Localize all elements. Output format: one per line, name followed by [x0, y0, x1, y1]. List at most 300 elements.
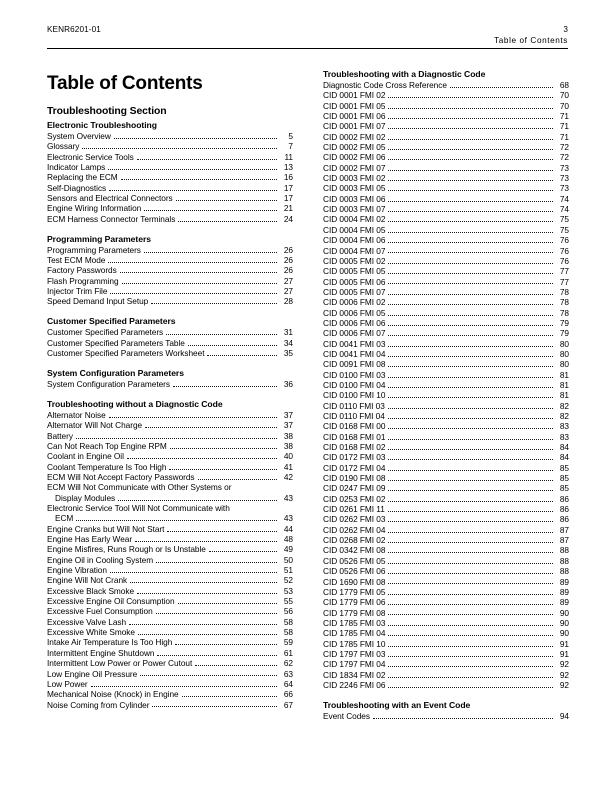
- toc-entry-page-number: 86: [559, 514, 569, 525]
- toc-entry-page-number: 17: [283, 182, 293, 193]
- toc-entry-page-number: 92: [559, 679, 569, 690]
- toc-leader-dots: [138, 633, 277, 635]
- toc-entry[interactable]: [47, 596, 293, 606]
- toc-leader-dots: [388, 572, 553, 574]
- toc-leader-dots: [388, 386, 553, 388]
- toc-entry-page-number: 16: [283, 172, 293, 183]
- toc-entry-page-number: 36: [283, 378, 293, 389]
- toc-leader-dots: [178, 602, 277, 604]
- toc-entry[interactable]: [47, 431, 293, 441]
- toc-leader-dots: [388, 251, 553, 253]
- toc-entry-page-number: 43: [283, 492, 293, 503]
- toc-leader-dots: [207, 354, 277, 356]
- toc-right-column: [323, 69, 569, 721]
- toc-entry[interactable]: [323, 525, 569, 535]
- toc-entry[interactable]: [47, 276, 293, 286]
- toc-entry[interactable]: [323, 328, 569, 338]
- toc-entry[interactable]: [47, 679, 293, 689]
- toc-entry-page-number: 77: [559, 266, 569, 277]
- header-top-row: [47, 24, 568, 35]
- toc-entry[interactable]: [47, 462, 293, 472]
- toc-entry-label: Glossary: [47, 141, 80, 152]
- toc-entry-page-number: 28: [283, 296, 293, 307]
- toc-entry-label: CID 0172 FMI 03: [323, 452, 386, 463]
- toc-entry[interactable]: [47, 162, 293, 172]
- toc-entry[interactable]: [323, 80, 569, 90]
- toc-entry[interactable]: [47, 700, 293, 710]
- toc-entry[interactable]: [47, 265, 293, 275]
- toc-entry[interactable]: [47, 544, 293, 554]
- toc-leader-dots: [388, 314, 553, 316]
- toc-entry[interactable]: [323, 287, 569, 297]
- toc-leader-dots: [110, 292, 277, 294]
- toc-entry[interactable]: [47, 203, 293, 213]
- toc-entry[interactable]: [47, 555, 293, 565]
- toc-entry-label: Excessive White Smoke: [47, 627, 135, 638]
- toc-entry-label: ECM Will Not Accept Factory Passwords: [47, 471, 195, 482]
- toc-leader-dots: [145, 426, 277, 428]
- toc-leader-dots: [388, 582, 553, 584]
- toc-entry[interactable]: [323, 111, 569, 121]
- header-second-row: [47, 35, 568, 46]
- toc-entry[interactable]: [323, 390, 569, 400]
- toc-entry[interactable]: [47, 689, 293, 699]
- toc-entry-page-number: 71: [559, 121, 569, 132]
- toc-entry[interactable]: [47, 214, 293, 224]
- toc-entry-page-number: 75: [559, 224, 569, 235]
- toc-entry-page-number: 26: [283, 255, 293, 266]
- toc-entry[interactable]: [47, 472, 293, 482]
- toc-leader-dots: [170, 447, 277, 449]
- toc-entry-label: CID 1785 FMI 03: [323, 617, 386, 628]
- toc-entry[interactable]: [323, 566, 569, 576]
- toc-entry-page-number: 73: [559, 162, 569, 173]
- toc-entry-label: CID 0172 FMI 04: [323, 462, 386, 473]
- toc-entry-page-number: 83: [559, 431, 569, 442]
- toc-leader-dots: [388, 417, 553, 419]
- toc-leader-dots: [109, 189, 277, 191]
- toc-entry[interactable]: [47, 658, 293, 668]
- toc-leader-dots: [388, 479, 553, 481]
- toc-entry[interactable]: [323, 649, 569, 659]
- toc-entry[interactable]: [323, 370, 569, 380]
- toc-entry-page-number: 75: [559, 214, 569, 225]
- toc-entry-page-number: 49: [283, 544, 293, 555]
- toc-leader-dots: [388, 655, 553, 657]
- toc-entry-page-number: 68: [559, 80, 569, 90]
- toc-entry-label: CID 0003 FMI 05: [323, 183, 386, 194]
- toc-entry-page-number: 48: [283, 534, 293, 545]
- toc-group: [47, 316, 293, 358]
- toc-entry[interactable]: [47, 524, 293, 534]
- toc-entry-label: Can Not Reach Top Engine RPM: [47, 440, 167, 451]
- toc-entry-page-number: 74: [559, 193, 569, 204]
- toc-entry[interactable]: [323, 628, 569, 638]
- toc-entry-label: Speed Demand Input Setup: [47, 296, 149, 307]
- toc-entry[interactable]: [47, 327, 293, 337]
- toc-entry-page-number: 89: [559, 576, 569, 587]
- toc-entry-label: CID 0004 FMI 02: [323, 214, 386, 225]
- toc-entry-label: Low Power: [47, 678, 88, 689]
- toc-entry-page-number: 38: [283, 440, 293, 451]
- toc-entry[interactable]: [47, 245, 293, 255]
- toc-entry[interactable]: [323, 235, 569, 245]
- toc-entry-page-number: 63: [283, 668, 293, 679]
- toc-entry[interactable]: [47, 296, 293, 306]
- toc-entry[interactable]: [323, 452, 569, 462]
- toc-entry-label: CID 1797 FMI 03: [323, 648, 386, 659]
- toc-entry[interactable]: [323, 421, 569, 431]
- toc-leader-dots: [388, 158, 553, 160]
- toc-entry-page-number: 27: [283, 286, 293, 297]
- toc-leader-dots: [388, 448, 553, 450]
- toc-entry-label: CID 0004 FMI 05: [323, 224, 386, 235]
- toc-entry[interactable]: [47, 379, 293, 389]
- toc-leader-dots: [388, 665, 553, 667]
- toc-entry[interactable]: [47, 503, 293, 524]
- toc-entry[interactable]: [323, 297, 569, 307]
- toc-entry-label-continued-row: [47, 513, 293, 523]
- toc-entry[interactable]: [323, 266, 569, 276]
- toc-entry[interactable]: [323, 411, 569, 421]
- toc-entry-page-number: 78: [559, 286, 569, 297]
- toc-entry-label: CID 0100 FMI 04: [323, 379, 386, 390]
- toc-entry-label: CID 0041 FMI 04: [323, 348, 386, 359]
- toc-entry[interactable]: [47, 348, 293, 358]
- toc-entry[interactable]: [323, 659, 569, 669]
- toc-entry[interactable]: [323, 277, 569, 287]
- toc-leader-dots: [76, 437, 277, 439]
- toc-entry-label: ECM Will Not Communicate with Other Systems or: [47, 482, 232, 493]
- toc-entry-page-number: 43: [283, 513, 293, 524]
- toc-entry[interactable]: [323, 545, 569, 555]
- toc-entry-page-number: 13: [283, 162, 293, 173]
- toc-entry-label: CID 0168 FMI 00: [323, 421, 386, 432]
- toc-entry-label: Customer Specified Parameters Worksheet: [47, 348, 205, 359]
- toc-entry[interactable]: [323, 246, 569, 256]
- toc-entry-label: CID 0100 FMI 10: [323, 390, 386, 401]
- toc-left-groups: [47, 120, 293, 710]
- toc-entry[interactable]: [323, 183, 569, 193]
- toc-leader-dots: [167, 530, 277, 532]
- toc-entry-label: Coolant in Engine Oil: [47, 451, 124, 462]
- toc-entry[interactable]: [323, 494, 569, 504]
- toc-entry-label: Flash Programming: [47, 275, 119, 286]
- toc-entry-page-number: 70: [559, 90, 569, 101]
- toc-entry[interactable]: [323, 432, 569, 442]
- toc-leader-dots: [178, 220, 277, 222]
- toc-entry[interactable]: [47, 338, 293, 348]
- toc-entry-page-number: 62: [283, 658, 293, 669]
- toc-entry-page-number: 88: [559, 566, 569, 577]
- toc-leader-dots: [388, 220, 553, 222]
- toc-entry[interactable]: [47, 441, 293, 451]
- toc-group: [47, 368, 293, 389]
- toc-leader-dots: [122, 282, 277, 284]
- toc-entry[interactable]: [47, 172, 293, 182]
- toc-leader-dots: [388, 231, 553, 233]
- toc-entry[interactable]: [47, 617, 293, 627]
- toc-entry-page-number: 76: [559, 255, 569, 266]
- toc-entry-label: CID 0003 FMI 06: [323, 193, 386, 204]
- toc-entry[interactable]: [323, 142, 569, 152]
- toc-entry[interactable]: [323, 618, 569, 628]
- toc-entry[interactable]: [323, 204, 569, 214]
- toc-entry-label: Customer Specified Parameters: [47, 327, 164, 338]
- toc-entry[interactable]: [323, 711, 569, 721]
- toc-entry-label: CID 1690 FMI 08: [323, 576, 386, 587]
- toc-entry-label: CID 0001 FMI 02: [323, 90, 386, 101]
- toc-entry[interactable]: [323, 639, 569, 649]
- toc-entry-label: CID 0262 FMI 03: [323, 514, 386, 525]
- toc-entry-page-number: 82: [559, 411, 569, 421]
- toc-entry[interactable]: [323, 670, 569, 680]
- toc-entry-label: CID 0006 FMI 07: [323, 328, 386, 339]
- toc-entry-page-number: 41: [283, 461, 293, 472]
- toc-leader-dots: [388, 376, 553, 378]
- toc-entry-label: Engine Misfires, Runs Rough or Is Unstable: [47, 544, 206, 555]
- toc-entry[interactable]: [47, 565, 293, 575]
- toc-leader-dots: [388, 645, 553, 647]
- toc-entry-page-number: 66: [283, 689, 293, 700]
- toc-entry-label: Alternator Will Not Charge: [47, 420, 143, 431]
- toc-entry[interactable]: [47, 669, 293, 679]
- toc-leader-dots: [450, 86, 553, 88]
- toc-leader-dots: [121, 178, 277, 180]
- toc-entry[interactable]: [47, 152, 293, 162]
- toc-entry[interactable]: [47, 255, 293, 265]
- toc-leader-dots: [388, 117, 553, 119]
- toc-entry[interactable]: [323, 359, 569, 369]
- toc-entry[interactable]: [47, 451, 293, 461]
- toc-leader-dots: [388, 531, 553, 533]
- toc-leader-dots: [140, 674, 277, 676]
- toc-entry[interactable]: [323, 504, 569, 514]
- toc-entry-label: Engine Cranks but Will Not Start: [47, 523, 165, 534]
- toc-group-title: System Configuration Parameters: [47, 367, 184, 378]
- toc-leader-dots: [388, 562, 553, 564]
- toc-entry-label: Event Codes: [323, 710, 370, 721]
- toc-entry[interactable]: [47, 193, 293, 203]
- toc-entry[interactable]: [323, 214, 569, 224]
- toc-leader-dots: [114, 137, 277, 139]
- toc-entry-label: CID 0001 FMI 06: [323, 111, 386, 122]
- toc-leader-dots: [109, 416, 277, 418]
- toc-entry[interactable]: [323, 101, 569, 111]
- toc-section-title: Troubleshooting Section: [47, 106, 167, 117]
- toc-entry-page-number: 70: [559, 100, 569, 111]
- toc-entry[interactable]: [47, 637, 293, 647]
- toc-entry[interactable]: [47, 586, 293, 596]
- toc-leader-dots: [388, 282, 553, 284]
- toc-leader-dots: [108, 168, 277, 170]
- toc-entry[interactable]: [47, 606, 293, 616]
- toc-group: [47, 399, 293, 710]
- toc-entry-label: CID 0002 FMI 02: [323, 131, 386, 142]
- toc-entry[interactable]: [47, 648, 293, 658]
- toc-entry[interactable]: [323, 577, 569, 587]
- toc-entry-page-number: 87: [559, 535, 569, 546]
- toc-entry-page-number: 91: [559, 638, 569, 649]
- toc-entry-page-number: 78: [559, 297, 569, 308]
- toc-entry[interactable]: [323, 163, 569, 173]
- toc-entry-page-number: 81: [559, 369, 569, 380]
- toc-entry-page-number: 31: [283, 327, 293, 338]
- toc-entry-page-number: 37: [283, 420, 293, 431]
- toc-entry-page-number: 42: [283, 471, 293, 482]
- toc-leader-dots: [135, 540, 277, 542]
- toc-group-title: Customer Specified Parameters: [47, 316, 176, 327]
- toc-leader-dots: [388, 107, 553, 109]
- toc-entry-page-number: 73: [559, 183, 569, 194]
- toc-leader-dots: [388, 345, 553, 347]
- toc-entry[interactable]: [47, 286, 293, 296]
- toc-entry-label: CID 0190 FMI 08: [323, 473, 386, 484]
- toc-leader-dots: [388, 396, 553, 398]
- toc-entry-label: Indicator Lamps: [47, 162, 106, 173]
- toc-entry-page-number: 72: [559, 152, 569, 163]
- toc-entry[interactable]: [323, 483, 569, 493]
- toc-group-title: Troubleshooting with a Diagnostic Code: [323, 69, 486, 79]
- toc-entry-label: CID 1785 FMI 04: [323, 628, 386, 639]
- header-divider: [47, 48, 568, 49]
- toc-leader-dots: [137, 158, 277, 160]
- toc-entry-label: CID 0526 FMI 06: [323, 566, 386, 577]
- toc-leader-dots: [388, 634, 553, 636]
- toc-entry-page-number: 80: [559, 348, 569, 359]
- toc-entry[interactable]: [323, 256, 569, 266]
- toc-group: [323, 69, 569, 690]
- toc-entry-page-number: 81: [559, 390, 569, 401]
- toc-entry-page-number: 89: [559, 597, 569, 608]
- toc-leader-dots: [110, 571, 277, 573]
- toc-entry-page-number: 26: [283, 265, 293, 276]
- toc-entry-label: CID 0003 FMI 07: [323, 204, 386, 215]
- toc-entry-label: Engine Wiring Information: [47, 203, 142, 214]
- toc-entry-label: CID 0100 FMI 03: [323, 369, 386, 380]
- toc-entry[interactable]: [323, 194, 569, 204]
- toc-entry-page-number: 35: [283, 348, 293, 359]
- toc-leader-dots: [127, 457, 277, 459]
- toc-leader-dots: [388, 293, 553, 295]
- toc-entry[interactable]: [323, 349, 569, 359]
- toc-entry[interactable]: [323, 152, 569, 162]
- toc-entry[interactable]: [323, 132, 569, 142]
- toc-entry[interactable]: [323, 380, 569, 390]
- toc-entry-label: CID 0268 FMI 02: [323, 535, 386, 546]
- toc-leader-dots: [198, 478, 277, 480]
- toc-entry[interactable]: [323, 308, 569, 318]
- toc-entry[interactable]: [323, 514, 569, 524]
- toc-entry[interactable]: [323, 339, 569, 349]
- toc-entry-label: Injector Trim File: [47, 286, 108, 297]
- toc-leader-dots: [388, 365, 553, 367]
- toc-leader-dots: [176, 199, 277, 201]
- toc-entry[interactable]: [323, 680, 569, 690]
- toc-entry[interactable]: [47, 131, 293, 141]
- toc-entry[interactable]: [47, 627, 293, 637]
- toc-entry-label: Engine Oil in Cooling System: [47, 554, 154, 565]
- toc-leader-dots: [182, 695, 277, 697]
- toc-entry-page-number: 17: [283, 193, 293, 204]
- toc-entry[interactable]: [47, 410, 293, 420]
- page-header: [47, 24, 568, 49]
- toc-leader-dots: [388, 241, 553, 243]
- toc-entry-page-number: 80: [559, 338, 569, 349]
- toc-leader-dots: [209, 550, 277, 552]
- toc-entry[interactable]: [323, 225, 569, 235]
- toc-entry-label: CID 0005 FMI 06: [323, 276, 386, 287]
- toc-entry[interactable]: [323, 318, 569, 328]
- toc-entry[interactable]: [47, 482, 293, 503]
- toc-entry[interactable]: [323, 442, 569, 452]
- toc-entry[interactable]: [323, 473, 569, 483]
- toc-leader-dots: [388, 458, 553, 460]
- document-id: KENR6201-01: [47, 25, 101, 34]
- toc-entry-page-number: 85: [559, 462, 569, 473]
- toc-entry[interactable]: [323, 401, 569, 411]
- toc-entry[interactable]: [47, 141, 293, 151]
- toc-entry[interactable]: [323, 90, 569, 100]
- toc-entry[interactable]: [323, 587, 569, 597]
- toc-leader-dots: [137, 592, 277, 594]
- toc-entry[interactable]: [323, 608, 569, 618]
- toc-entry[interactable]: [323, 121, 569, 131]
- toc-leader-dots: [173, 385, 277, 387]
- toc-entry[interactable]: [47, 420, 293, 430]
- toc-leader-dots: [388, 138, 553, 140]
- toc-entry[interactable]: [323, 173, 569, 183]
- toc-leader-dots: [388, 676, 553, 678]
- toc-entry[interactable]: [323, 597, 569, 607]
- toc-leader-dots: [388, 96, 553, 98]
- toc-entry-label: Battery: [47, 430, 73, 441]
- toc-leader-dots: [129, 623, 277, 625]
- toc-entry-page-number: 78: [559, 307, 569, 318]
- toc-entry-label-continued-row: [47, 493, 293, 503]
- toc-entry-label: CID 0006 FMI 02: [323, 297, 386, 308]
- page-number: 3: [563, 25, 568, 34]
- toc-entry[interactable]: [47, 575, 293, 585]
- toc-entry-page-number: 56: [283, 606, 293, 617]
- toc-entry[interactable]: [47, 534, 293, 544]
- toc-entry-label: CID 0168 FMI 01: [323, 431, 386, 442]
- toc-entry-label: CID 1779 FMI 08: [323, 607, 386, 618]
- toc-entry-label: Low Engine Oil Pressure: [47, 668, 138, 679]
- toc-leader-dots: [388, 438, 553, 440]
- toc-entry-label: CID 0004 FMI 07: [323, 245, 386, 256]
- toc-entry-page-number: 77: [559, 276, 569, 287]
- toc-entry[interactable]: [323, 463, 569, 473]
- toc-entry[interactable]: [47, 183, 293, 193]
- toc-entry-page-number: 90: [559, 628, 569, 639]
- toc-entry-page-number: 53: [283, 585, 293, 596]
- toc-entry-label: Coolant Temperature Is Too High: [47, 461, 167, 472]
- toc-entry-page-number: 76: [559, 245, 569, 256]
- toc-right-groups: [323, 69, 569, 721]
- toc-entry-label: CID 0002 FMI 05: [323, 142, 386, 153]
- toc-entry[interactable]: [323, 535, 569, 545]
- toc-entry-page-number: 7: [288, 141, 293, 152]
- toc-entry-label: CID 0262 FMI 04: [323, 524, 386, 535]
- toc-leader-dots: [388, 200, 553, 202]
- toc-entry-label: ECM Harness Connector Terminals: [47, 213, 176, 224]
- toc-entry[interactable]: [323, 556, 569, 566]
- toc-entry-label: CID 1797 FMI 04: [323, 659, 386, 670]
- toc-group: [47, 234, 293, 307]
- toc-leader-dots: [388, 603, 553, 605]
- toc-entry-page-number: 50: [283, 554, 293, 565]
